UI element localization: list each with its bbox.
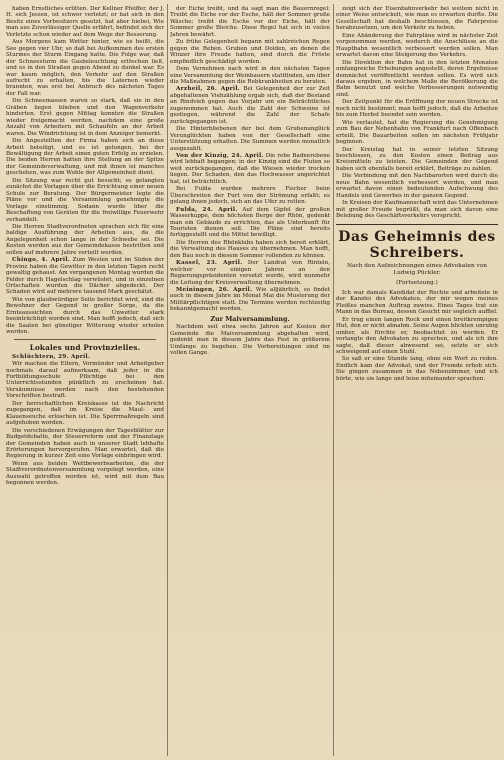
paragraph-text: Auf dem Gipfel der großen Wasserkuppe, dem höchsten Berge der Rhön, gedenkt man ein Gebäude zu errichten, das als Unterkunft für Touristen dienen soll. Die Pläne sind bereits fertiggestellt und die Mittel bewilligt.: [170, 206, 330, 239]
paragraph: der Eiche treibt, und da sagt man die Bauernregel: Treibt die Eiche vor der Esche, hält der Sommer große Wäsche; treibt die Esche vor der Eiche, hält der Sommer große Bleiche. Diese Regel hat sich in vielen Jahren bewährt.: [170, 6, 330, 38]
section-divider: [14, 339, 156, 340]
paragraph: Eine Abänderung der Fahrpläne wird in nächster Zeit vorgenommen werden, wodurch die Anschlüsse an die Hauptbahn wesentlich verbessert werden sollen. Man erwartet davon eine Steigerung des Verkehrs.: [336, 32, 498, 59]
paragraph: Nachdem seit etwa sechs Jahren auf Kosten der Gemeinde die Maiversammlung abgehalten wird, gedenkt man in diesem Jahre das Fest in größerem Umfange zu begehen. Die Vorbereitungen sind im vollen Gange.: [170, 324, 330, 357]
feuilleton-subtitle: Nach den Aufzeichnungen eines Advokaten von Ludwig Pückler.: [346, 262, 488, 276]
dated-paragraph: [6, 354, 164, 360]
dateline: Arzheil, 26. April.: [176, 86, 241, 93]
dated-paragraph: [170, 287, 330, 313]
paragraph: So saß er eine Stunde lang, ohne ein Wort zu reden. Endlich kam der Advokat, und der Fremde erhob sich. Sie gingen zusammen in das Nebenzimmer, und ich hörte, wie sie lange und leise miteinander sprachen.: [336, 356, 498, 382]
dateline: Schlüchtern, 29. April.: [12, 353, 91, 360]
paragraph: Aus Morgens kam Wetter hinter, wie es heißt, die See gegen vier Uhr, so daß bei Aufkommen des ersten Sturmes der Sturm Eingang hatte. Die Folge war, daß der Schneesturm die Gasbeleuchtung erlöschen ließ, und es in den Straßen gegen Abend zu dunkel war. Es war kaum möglich, den Verkehr auf den Straßen aufrecht zu erhalten, bis die Laternen wieder brannten, was erst bei Anbruch des nächsten Tages der Fall war.: [6, 39, 164, 97]
dateline: Von der Kinzig, 24. April.: [176, 152, 264, 159]
paragraph: Wie verlautet, hat die Regierung die Genehmigung zum Bau der Nebenbahn von Frankfurt nach Offenbach erteilt. Die Bauarbeiten sollen im nächsten Frühjahr beginnen.: [336, 119, 498, 146]
paragraph: zeigt sich der Eisenbahnverkehr bei weitem nicht in einer Weise entwickelt, wie man es erwarten durfte. Die Gesellschaft hat deshalb beschlossen, die Fahrpreise herabzusetzen, um den Verkehr zu heben.: [336, 6, 498, 32]
dated-paragraph: [6, 257, 164, 296]
paragraph-text: Bei Gelegenheit der zur Zeit abgehaltenen Viehzählung ergab sich, daß der Bestand an Rindvieh gegen das Vorjahr um ein Beträchtliches zugenommen hat. Auch die Zahl der Schweine ist gestiegen, während die Zahl der Schafe zurückgegangen ist.: [170, 86, 330, 125]
feuilleton-continuation: (Fortsetzung.): [396, 279, 438, 286]
sub-heading: Zur Maiversammlung.: [210, 314, 290, 323]
paragraph: Die verschiedenen Erwägungen der Tagesblätter zur Budgetdebatte, der Steuerreform und der Finanzlage der Gemeinden haben auch in unserer Stadt lebhafte Erörterungen hervorgerufen. Man erwartet, daß die Regierung in kurzer Zeit eine Vorlage einbringen wird.: [6, 427, 164, 460]
paragraph: Der Zeitpunkt für die Eröffnung der neuen Strecke ist noch nicht bestimmt; man hofft jedoch, daß die Arbeiten bis zum Herbst beendet sein werden.: [336, 99, 498, 119]
dateline: Chingo, 4. April.: [12, 257, 71, 264]
paragraph: Wenn aus beiden Wettbewerbsarbeiten, die der Stadtverordnetenversammlung vorgelegt werden, eine Auswahl getroffen worden ist, wird mit dem Bau begonnen werden.: [6, 460, 164, 487]
paragraph: Die Schneemassen waren so stark, daß sie in den Gräben liegen blieben und den Wagenverkehr hinderten. Erst gegen Mittag konnten die Straßen wieder freigemacht werden, nachdem eine große Anzahl von Arbeitern mit Schaufeln an der Arbeit waren. Die Windrichtung ist in dem Anzeiger bemerkt.: [6, 98, 164, 137]
paragraph: In Kreisen der Kaufmannschaft wird das Unternehmen mit großer Freude begrüßt, da man sich davon eine Belebung des Geschäftsverkehrs verspricht.: [336, 200, 498, 220]
paragraph: Die Herren des Rhönklubs haben sich bereit erklärt, die Verwaltung des Hauses zu übernehmen. Man hofft, den Bau noch in diesem Sommer vollenden zu können.: [170, 239, 330, 259]
dateline: Meiningen, 26. April.: [176, 287, 253, 294]
left-column: [6, 6, 164, 754]
dateline: Kassel, 23. April.: [176, 260, 243, 267]
paragraph: Zu frühe Gelegenheit begann mit zahlreichen Regen gegen die Reben. Gruben und Dolden, an denen die Winzer ihre Freude hatten, sind durch die Fröste empfindlich geschädigt worden.: [170, 39, 330, 65]
right-column: [336, 6, 498, 754]
paragraph: Die Verbindung mit den Nachbarorten wird durch die neue Bahn wesentlich verbessert werden, und man erwartet davon einen bedeutenden Aufschwung des Handels und Gewerbes in der ganzen Gegend.: [336, 173, 498, 199]
paragraph: Der Kreistag hat in seiner letzten Sitzung beschlossen, zu den Kosten einen Beitrag aus Kreismitteln zu leisten. Die Gemeinden der Gegend haben sich ebenfalls bereit erklärt, Beiträge zu zahlen.: [336, 146, 498, 172]
paragraph-text: Zum Westen und im Süden der Provinz haben die Gewitter in den letzten Tagen recht gewaltig gehaust. Am vergangenen Montag wurden die Felder durch Hagelschlag verwüstet, und in einzelnen Ortschaften wurden die Dächer abgedeckt. Der Schaden wird auf mehrere tausend Mark geschätzt.: [6, 257, 164, 296]
paragraph: Die Herren Stadtverordneten sprachen sich für eine baldige Ausführung der Arbeiten aus, da die Angelegenheit schon lange in der Schwebe sei. Die Kosten werden aus der Gemeindekasse bestritten und sollen auf mehrere Jahre verteilt werden.: [6, 223, 164, 256]
paragraph: Dem Vernehmen nach wird in den nächsten Tagen eine Versammlung der Weinbauern stattfinden, um über die Maßnahmen gegen die Rebkrankheiten zu beraten.: [170, 66, 330, 85]
dated-paragraph: [170, 207, 330, 239]
dateline: Fulda, 24. April.: [176, 206, 238, 213]
paragraph: Ich war damals Kandidat der Rechte und arbeitete in der Kanzlei des Advokaten, der mir wegen meines Fleißes manchen Auftrag zuwies. Eines Tages trat ein Mann in das Bureau, dessen Gesicht mir sogleich auffiel.: [336, 289, 498, 316]
dated-paragraph: [170, 260, 330, 286]
paragraph: Er trug einen langen Rock und einen breitkrempigen Hut, den er nicht abnahm. Seine Augen blickten unruhig umher, als fürchte er, beobachtet zu werden. Er verlangte den Advokaten zu sprechen, und als ich ihm sagte, daß dieser abwesend sei, setzte er sich schweigend auf einen Stuhl.: [336, 316, 498, 356]
paragraph: Wie von glaubwürdiger Seite berichtet wird, sind die Bewohner der Gegend in großer Sorge, da die Ernteaussichten durch das Unwetter stark beeinträchtigt worden sind. Man hofft jedoch, daß sich die Saaten bei günstiger Witterung wieder erholen werden.: [6, 296, 164, 336]
paragraph: Die Hinterbliebenen der bei dem Grubenunglück Verunglückten haben von der Gesellschaft eine Unterstützung erhalten. Die Summen werden monatlich ausgezahlt.: [170, 126, 330, 152]
middle-column: [170, 6, 330, 754]
paragraph: Bei Fulda wurden mehrere Fischer beim Überschreiten der Furt von der Strömung erfaßt; es gelang ihnen jedoch, sich an das Ufer zu retten.: [170, 186, 330, 206]
column-divider: [333, 4, 334, 756]
paragraph: Die Sitzung war recht gut besucht; es gelangten zunächst die Vorlagen über die Errichtung einer neuen Schule zur Beratung. Der Bürgermeister legte die Pläne vor und die Versammlung genehmigte die Vorlage einstimmig. Sodann wurde über die Beschaffung von Geräten für die freiwillige Feuerwehr verhandelt.: [6, 177, 164, 223]
paragraph: haben Ernstliches erlitten. Der Kellner Pfeiffer, der J. H. sich Jessen, ist schwer verletzt; er hat sich in den Besitz eines Vorbesitzers gesetzt, hat aber hiebei, Wie man aus Zuverlässiger Quelle erfährt, befindet sich der Verletzte schon wieder auf dem Wege der Besserung.: [6, 6, 164, 38]
feuilleton-title: Das Geheimnis des Schreibers.: [338, 228, 496, 261]
paragraph: Die Angestellten der Firma haben sich an diese Arbeit beteiligt, und es ist gelungen, bei der Bewältigung der Arbeit einen guten Erfolg zu erzielen. Die beiden Herren hatten ihre Stellung an der Spitze der Gemeindeverwaltung, und mit ihnen ist manches geschehen, was zum Wohle der Allgemeinheit dient.: [6, 138, 164, 177]
paragraph: Die Direktion der Bahn hat in den letzten Monaten umfangreiche Erhebungen angestellt, deren Ergebnisse demnächst veröffentlicht werden sollen. Es wird sich daraus ergeben, in welchem Maße die Bevölkerung die Bahn benutzt und welche Verbesserungen notwendig sind.: [336, 59, 498, 98]
feuilleton-divider: [336, 224, 498, 225]
dated-paragraph: [170, 86, 330, 125]
paragraph-text: Der Landrat von Rinteln, welcher vor einigen Jahren an den Regierungspräsidenten versetzt wurde, wird nunmehr die Leitung der Kreisverwaltung übernehmen.: [170, 260, 330, 286]
paragraph: Wir machen die Eltern, Vormünder und Arbeitgeber nochmals darauf aufmerksam, daß jeder in die Fortbildungsschule Pflichtige bei den Unterrichtsstunden pünktlich zu erscheinen hat. Versäumnisse werden nach den bestehenden Vorschriften bestraft.: [6, 361, 164, 400]
paragraph: Der herrschaftlichen Kreiskasse ist die Nachricht zugegangen, daß im Kreise die Maul- und Klauenseuche erloschen ist. Die Sperrmaßregeln sind aufgehoben worden.: [6, 400, 164, 427]
dated-paragraph: [170, 153, 330, 185]
column-divider: [167, 4, 168, 756]
section-heading: Lokales und Provinzielles.: [29, 342, 141, 352]
paragraph-text: Wie alljährlich, so findet auch in diesem Jahre im Monat Mai die Musterung der Militärpflichtigen statt. Die Termine werden rechtzeitig bekanntgemacht werden.: [170, 287, 330, 313]
paragraph-text: Die rohe Badnerebene wird lebhaft begangen; in der Kinzig sind die Fluten so weit zurückgegangen, daß die Wiesen wieder trocken liegen. Der Schaden, den das Hochwasser angerichtet hat, ist beträchtlich.: [170, 152, 330, 185]
